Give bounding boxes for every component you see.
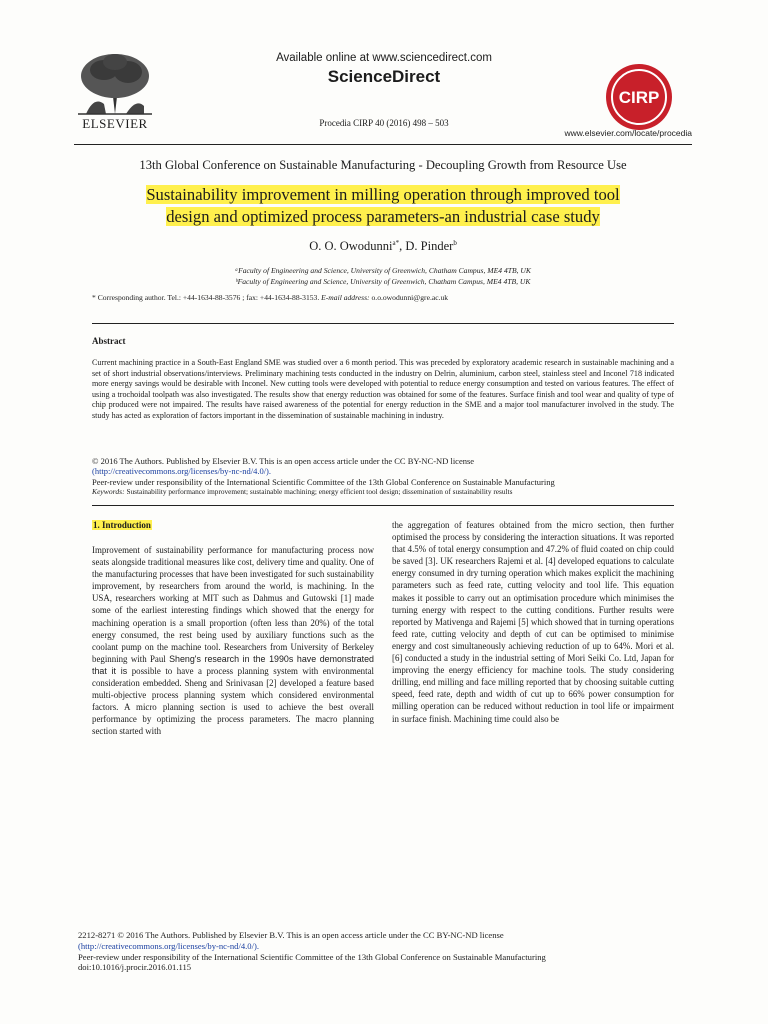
intro-paragraph-part-2: possible to have a process planning system with environmental consideration embedded. Sheng and Srinivasan [2] developed a feature based multi-objective process planning system which considered environmental factors. A micro planning section is used to achieve the best overall performance by optimizing the process parameters. The macro planning section started with xyxy=(92,665,374,737)
left-column-text xyxy=(92,544,374,738)
abstract-text: Current machining practice in a South-East England SME was studied over a 6 month period. This was preceded by exploratory academic research in sustainable machining and a set of short industrial observations/interviews. Preliminary machining tests conducted in the industry on Delrin, aluminium, carbon steel, stainless steel and Inconel 718 indicated more energy savings would be desirable with Inconel. New cutting tools were developed with potential to reduce energy consumption and tested on various features. The effect of using a trochoidal toolpath was also investigated. The results show that energy reduction was obtained for some of the features. Surface finish and tool wear and quality of type of chip produced were not impaired. The results have raised awareness of the potential for energy reduction in the SME and a major tool manufacturer involved in the study. The study has acted as exploration of factors important in the dissemination of sustainable machining in industry. xyxy=(92,358,674,420)
author-separator: , xyxy=(399,239,406,254)
abstract-top-divider xyxy=(92,323,674,324)
email-address[interactable]: o.o.owodunni@gre.ac.uk xyxy=(369,293,449,302)
paper-title xyxy=(74,184,692,228)
abstract-copyright xyxy=(92,456,674,487)
author-2: D. Pinder xyxy=(405,239,454,254)
keywords-label: Keywords: xyxy=(92,487,125,496)
journal-website-link[interactable]: www.elsevier.com/locate/procedia xyxy=(564,128,692,138)
copyright-line: © 2016 The Authors. Published by Elsevier B.V. This is an open access article under the CC BY-NC-ND license xyxy=(92,456,475,466)
author-2-affiliation: b xyxy=(453,239,457,247)
cirp-logo-text: CIRP xyxy=(618,88,660,107)
footer-issn-copyright: 2212-8271 © 2016 The Authors. Published by Elsevier B.V. This is an open access article under the CC BY-NC-ND license xyxy=(78,930,504,940)
affiliation-b: ᵇFaculty of Engineering and Science, University of Greenwich, Chatham Campus, ME4 4TB, UK xyxy=(235,276,531,286)
author-1: O. O. Owodunni xyxy=(309,239,393,254)
affiliation-a: ᵃFaculty of Engineering and Science, University of Greenwich, Chatham Campus, ME4 4TB, UK xyxy=(235,266,531,275)
affiliations xyxy=(74,266,692,287)
email-label: E-mail address: xyxy=(321,293,370,302)
corresponding-author xyxy=(92,293,652,302)
keywords xyxy=(92,487,674,496)
cirp-logo xyxy=(604,62,674,132)
available-online-text: Available online at www.sciencedirect.com xyxy=(276,52,492,64)
paper-title-line-2: design and optimized process parameters-an industrial case study xyxy=(166,207,600,226)
corresponding-contact: * Corresponding author. Tel.: +44-1634-88-3576 ; fax: +44-1634-88-3153. xyxy=(92,293,322,302)
intro-paragraph-part-1: Improvement of sustainability performance for manufacturing process now seats alongside traditional measures like cost, delivery time and quality. One of the manufacturing processes that have been investigated for such sustainability improvement, by researchers from around the world, is machining. In the USA, researchers working at MIT such as Dahmus and Gutowski [1] made some of the earliest interesting findings which showed that the energy for machining operation is a small proportion (often less than 20%) of the total energy consumed, the rest being used by auxiliary functions such as the coolant pump on the machine tool. Researchers from University of Berkeley beginning with Paul xyxy=(92,545,374,664)
introduction-heading: 1. Introduction xyxy=(93,520,151,530)
footer-peer-review: Peer-review under responsibility of the International Scientific Committee of the 13th Global Conference on Sustainable Manufacturing xyxy=(78,951,546,962)
journal-reference: Procedia CIRP 40 (2016) 498 – 503 xyxy=(319,118,449,128)
header-divider xyxy=(74,144,692,145)
author-list xyxy=(74,239,692,254)
license-link[interactable]: (http://creativecommons.org/licenses/by-nc-nd/4.0/). xyxy=(92,466,272,477)
intro-paragraph-highlight: Sheng's research in the 1990s have demonstrated that it is xyxy=(92,653,374,676)
abstract-heading: Abstract xyxy=(92,336,126,346)
abstract-bottom-divider xyxy=(92,505,674,506)
page-footer xyxy=(78,930,692,973)
right-column-text: the aggregation of features obtained from the micro section, then further optimised the process by considering the interaction situations. It was reported that 4.5% of total energy consumption and 47.2% of fluid coated on chip could be saved [3]. UK researchers Rajemi et al. [4] developed equations to calculate energy consumed in dry turning operation which makes explicit the machining parameters such as feed rate, cutting velocity and tool life. This equation makes it possible to carry out an optimisation procedure which minimises the turning energy with respect to the cutting conditions. Further results were reported by Mativenga and Rajemi [5] which showed that in turning operations feed rate, cutting velocity and depth of cut can be optimised to minimise energy and cost simultaneously achieving reduction of up to 64%. Mori et al. [6] conducted a study in the industrial setting of Mori Seiki Co. Ltd, Japan for improving the energy efficiency for machine tools. The study considering drilling, end milling and face milling reported that by choosing suitable cutting speed, feed rate, depth and width of cut up to 66% power consumption for milling operation can be reduced without reduction in tool life or impairment in surface finish. Machining time could also be xyxy=(392,520,674,724)
footer-license-link[interactable]: (http://creativecommons.org/licenses/by-nc-nd/4.0/). xyxy=(78,940,259,951)
publisher-name: ELSEVIER xyxy=(82,116,148,131)
peer-review-line: Peer-review under responsibility of the International Scientific Committee of the 13th Global Conference on Sustainable Manufacturing xyxy=(92,476,555,487)
sciencedirect-brand: ScienceDirect xyxy=(327,67,441,86)
author-1-affiliation: a* xyxy=(392,239,400,247)
conference-name: 13th Global Conference on Sustainable Manufacturing - Decoupling Growth from Resource Use xyxy=(139,158,627,172)
footer-doi[interactable]: doi:10.1016/j.procir.2016.01.115 xyxy=(78,962,192,973)
keywords-list: Sustainability performance improvement; sustainable machining; energy efficient tool design; dissemination of sustainability results xyxy=(124,487,513,496)
paper-title-line-1: Sustainability improvement in milling operation through improved tool xyxy=(146,185,620,204)
